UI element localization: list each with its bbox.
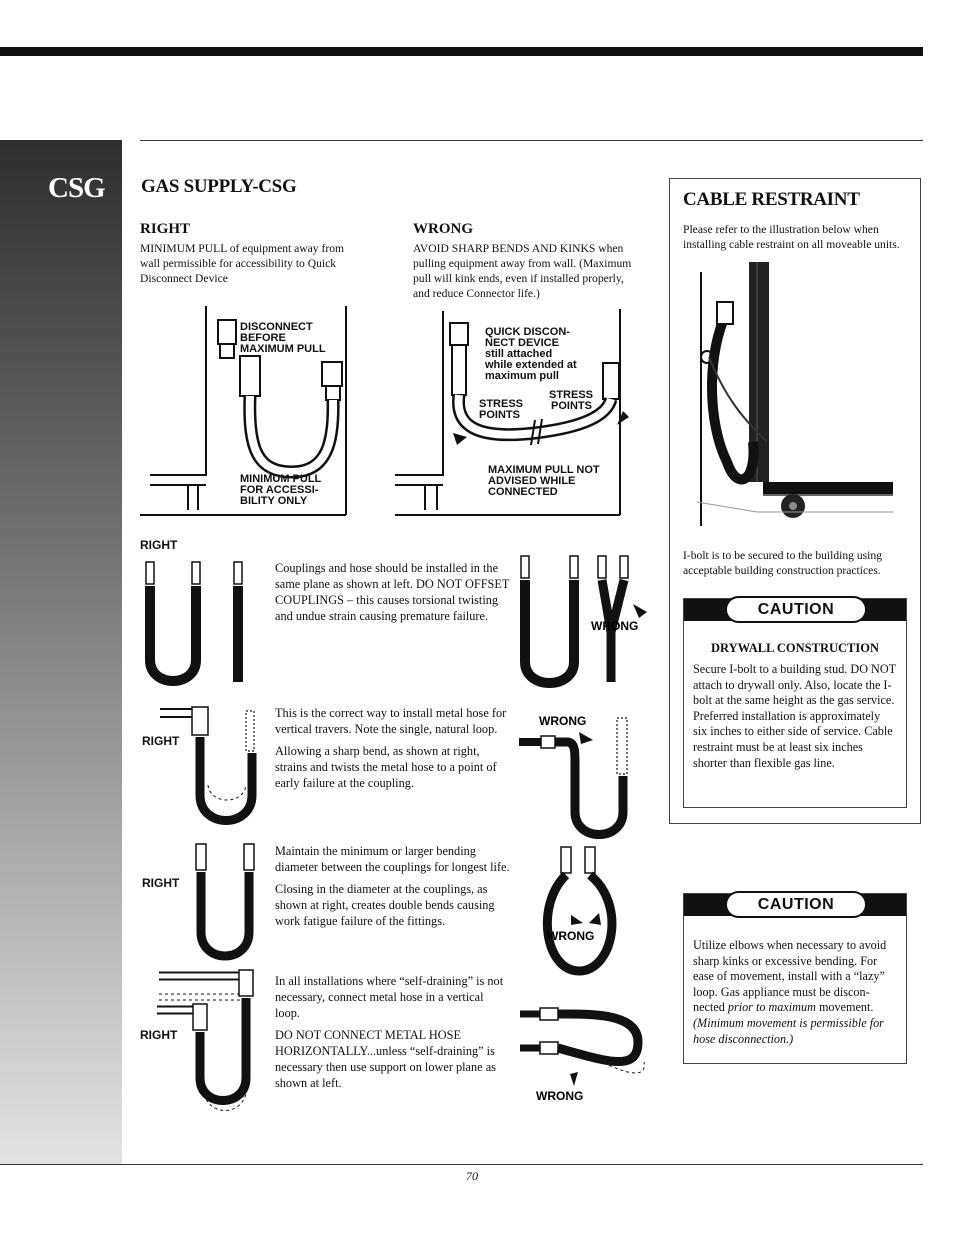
caution-box-elbows — [683, 893, 907, 1064]
row4-text — [275, 973, 511, 1091]
wrong-fig-label-4: while extended at — [485, 359, 577, 371]
wrong-fig-bottom-2: ADVISED WHILE — [488, 475, 576, 487]
row3-right-label: RIGHT — [142, 876, 180, 890]
drywall-heading: DRYWALL CONSTRUCTION — [711, 641, 879, 655]
footer-divider — [0, 1164, 923, 1165]
top-rule-bar — [0, 47, 923, 56]
caution-badge: CAUTION — [725, 891, 867, 918]
cable-restraint-photo — [697, 262, 893, 526]
row1-wrong-illustration — [515, 552, 650, 692]
row2-text — [275, 705, 511, 791]
wrong-pull-illustration — [395, 305, 630, 520]
drywall-text: Secure I-bolt to a building stud. DO NOT attach to drywall only. Also, locate the I-bolt at the same height as the gas service. Preferred installation is approximately six inches to either side of service. Cable restraint must be at least six inches shorter than flexible gas line. — [693, 662, 896, 770]
caution-box-drywall — [683, 598, 907, 808]
wrong-description: AVOID SHARP BENDS AND KINKS when pulling equipment away from wall. (Maximum pull will kink ends, even if installed properly, and reduce Connector life.) — [413, 242, 632, 300]
row3-wrong-label: WRONG — [547, 929, 595, 943]
right-pull-illustration — [140, 300, 355, 520]
ibolt-note: I-bolt is to be secured to the building using acceptable building construction practices. — [683, 549, 882, 577]
page-title: GAS SUPPLY-CSG — [141, 176, 297, 197]
row2-wrong-illustration — [515, 712, 650, 842]
elbows-text-italic-2: (Minimum movement is permissible for hose disconnection.) — [693, 1015, 884, 1046]
right-description: MINIMUM PULL of equipment away from wall permissible for accessibility to Quick Disconnect Device — [140, 242, 345, 285]
right-fig-label-3: MAXIMUM PULL — [240, 343, 326, 355]
cable-restraint-title: CABLE RESTRAINT — [683, 189, 860, 210]
wrong-fig-label-3: still attached — [485, 348, 553, 360]
wrong-fig-label-2: NECT DEVICE — [485, 337, 559, 349]
caution-badge: CAUTION — [725, 596, 867, 623]
stress-right-1: STRESS — [549, 389, 594, 401]
right-fig-bottom-2: FOR ACCESSI- — [240, 484, 319, 496]
right-fig-bottom-1: MINIMUM PULL — [240, 473, 322, 485]
right-fig-label-2: BEFORE — [240, 332, 286, 344]
row3-wrong-illustration — [545, 845, 650, 980]
row1-paragraph-1: Couplings and hose should be installed in the same plane as shown at left. DO NOT OFFSET COUPLINGS – this causes torsional twisting and undue strain causing premature failure. — [275, 561, 510, 623]
row2-wrong-label: WRONG — [539, 714, 587, 728]
elbows-text-1: Utilize elbows when necessary to avoid sharp kinks or excessive bending. For ease of movement, install with a “lazy” loop. Gas appliance must be discon-nected — [693, 938, 887, 1015]
row2-right-label: RIGHT — [142, 734, 180, 748]
elbows-text-italic-1: prior to maximum — [727, 1000, 816, 1015]
row4-paragraph-2: DO NOT CONNECT METAL HOSE HORIZONTALLY...unless “self-draining” is necessary then use support on lower plane as shown at left. — [275, 1028, 496, 1090]
right-fig-label-1: DISCONNECT — [240, 321, 313, 333]
row3-right-illustration — [188, 842, 268, 967]
row2-right-illustration — [160, 705, 270, 830]
right-heading: RIGHT — [140, 221, 191, 237]
stress-left-2: POINTS — [479, 409, 520, 421]
wrong-fig-label-1: QUICK DISCON- — [485, 326, 570, 338]
row2-paragraph-1: This is the correct way to install metal hose for vertical travers. Note the single, natural loop. — [275, 706, 507, 736]
stress-right-2: POINTS — [551, 400, 592, 412]
row3-text — [275, 843, 511, 929]
row3-paragraph-2: Closing in the diameter at the couplings, as shown at right, creates double bends causing work fatigue failure of the fittings. — [275, 882, 495, 928]
row4-wrong-illustration — [518, 1002, 653, 1107]
wrong-fig-bottom-3: CONNECTED — [488, 486, 558, 498]
row4-wrong-label: WRONG — [536, 1089, 584, 1103]
page-number: 70 — [466, 1169, 478, 1183]
section-tab-label: CSG — [48, 172, 105, 204]
header-divider — [140, 140, 923, 141]
stress-left-1: STRESS — [479, 398, 524, 410]
row1-text — [275, 560, 511, 624]
row2-paragraph-2: Allowing a sharp bend, as shown at right, strains and twists the metal hose to a point of early failure at the coupling. — [275, 744, 497, 790]
row3-paragraph-1: Maintain the minimum or larger bending diameter between the couplings for longest life. — [275, 844, 510, 874]
elbows-text — [693, 938, 897, 1047]
row4-right-label: RIGHT — [140, 1028, 178, 1042]
row1-right-illustration — [132, 560, 252, 690]
row1-right-label: RIGHT — [140, 538, 178, 552]
row4-paragraph-1: In all installations where “self-draining” is not necessary, connect metal hose in a vertical loop. — [275, 974, 504, 1020]
row1-wrong-label: WRONG — [591, 619, 639, 633]
row4-right-illustration — [155, 968, 270, 1118]
elbows-text-2: movement. — [815, 1000, 874, 1015]
right-fig-bottom-3: BILITY ONLY — [240, 495, 308, 507]
cable-restraint-intro: Please refer to the illustration below when installing cable restraint on all moveable units. — [683, 223, 900, 251]
wrong-fig-label-5: maximum pull — [485, 370, 559, 382]
wrong-fig-bottom-1: MAXIMUM PULL NOT — [488, 464, 600, 476]
section-sidebar — [0, 140, 122, 1164]
wrong-heading: WRONG — [413, 221, 473, 237]
